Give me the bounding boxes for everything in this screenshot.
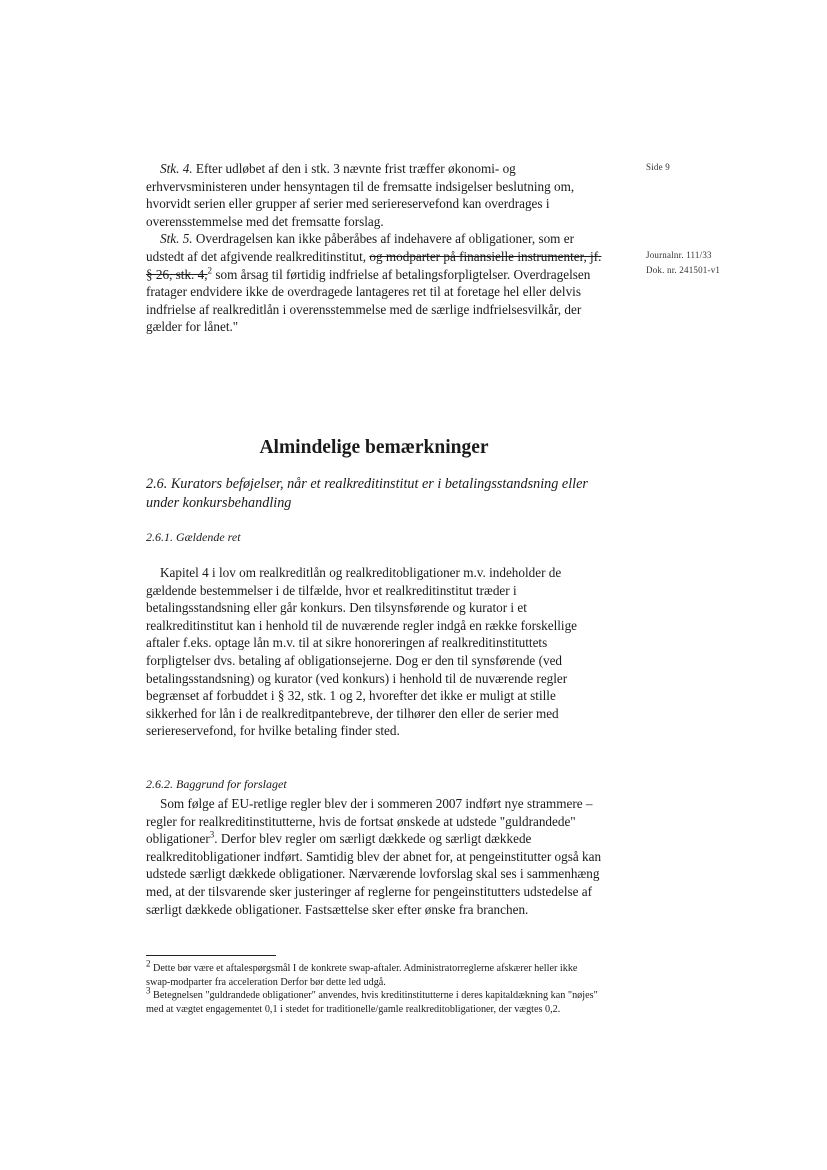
footnote-2-text: Dette bør være et aftalespørgsmål I de konkrete swap-aftaler. Administratorreglerne afskærer heller ikke swap-modparter fra acceleration Derfor bør dette led udgå. bbox=[146, 963, 578, 988]
footnote-ref-2: 2 bbox=[207, 265, 213, 276]
journal-number: Journalnr. 111/33 bbox=[646, 250, 712, 260]
stk-4-label: Stk. 4. bbox=[160, 161, 193, 176]
page-number: Side 9 bbox=[646, 162, 670, 172]
baggrund-text-a: Som følge af EU-retlige regler blev der i sommeren 2007 indført nye strammere – regler for realkreditinstitutterne, hvis de fortsat ønskede at udstede "guldrandede" obligationer bbox=[146, 796, 593, 847]
gaeldende-ret-text bbox=[146, 564, 602, 740]
footnote-3-text: Betegnelsen "guldrandede obligationer" anvendes, hvis kreditinstitutterne i deres kapitaldækning kan "nøjes" med at vægtet engagementet 0,1 i stedet for traditionelle/gamle realkreditobligationer, der vægtes 0,2. bbox=[146, 990, 598, 1015]
quoted-provision bbox=[146, 160, 602, 336]
stk-4-paragraph bbox=[146, 160, 602, 230]
gaeldende-ret-paragraph: Kapitel 4 i lov om realkreditlån og realkreditobligationer m.v. indeholder de gældende bestemmelser i de tilfælde, hvor et realkreditinstitut træder i betalingsstandsning eller går konkurs. Den tilsynsførende og kurator i et realkreditinstitut kan i henhold til de nuværende regler indgå en række forskellige aftaler f.eks. optage lån m.v. til at sikre honoreringen af realkreditinstituttets forpligtelser dvs. betaling af obligationsejerne. Dog er den til synsførende (ved betalingsstandsning) og kurator (ved konkurs) i henhold til de nuværende regler begrænset af forbuddet i § 32, stk. 1 og 2, hvorefter det ikke er muligt at stille sikkerhed for lån i de realkreditpantebreve, der tilhører den eller de serier med seriereservefond, for hvilke betaling finder sted. bbox=[146, 565, 578, 739]
footnote-3-number: 3 bbox=[146, 985, 151, 996]
footnote-3 bbox=[146, 985, 602, 1016]
heading-2-6-1: 2.6.1. Gældende ret bbox=[146, 530, 241, 544]
footnotes bbox=[146, 958, 602, 1016]
document-number: Dok. nr. 241501-v1 bbox=[646, 265, 721, 275]
stk-5-label: Stk. 5. bbox=[160, 231, 193, 247]
subsection-heading: 2.6. Kurators beføjelser, når et realkreditinstitut er i betalingsstandsning eller under konkursbehandling bbox=[146, 476, 588, 511]
heading-2-6-2: 2.6.2. Baggrund for forslaget bbox=[146, 777, 287, 791]
footnote-divider bbox=[146, 955, 276, 956]
stk-5-text-b: som årsag til førtidig indfrielse af betalingsforpligtelser. Overdragelsen fratager endvidere ikke de overdragede lantageres ret til at foretage hel eller delvis indfrielse af realkreditlån i overensstemmelse med de særlige indfrielsesvilkår, der gælder for lånet." bbox=[146, 266, 591, 335]
baggrund-text bbox=[146, 795, 602, 918]
stk-4-text: Efter udløbet af den i stk. 3 nævnte frist træffer økonomi- og erhvervsministeren under hensyntagen til de fremsatte indsigelser beslutning om, hvorvidt serien eller grupper af serier med seriereservefond kan overdrages i overensstemmelse med det fremsatte forslag. bbox=[146, 161, 575, 229]
footnote-ref-3: 3 bbox=[209, 829, 215, 840]
baggrund-paragraph bbox=[146, 795, 602, 918]
stk-5-text-a: Overdragelsen kan ikke påberåbes af indehavere af obligationer, som er udstedt af det afgivende realkreditinstitut, bbox=[146, 231, 574, 264]
struck-text: og modparter på finansielle instrumenter, jf. § 26, stk. 4, bbox=[146, 248, 602, 282]
footnote-2-number: 2 bbox=[146, 958, 151, 969]
section-title: Almindelige bemærkninger bbox=[259, 437, 489, 458]
footnote-2 bbox=[146, 958, 602, 989]
stk-5-paragraph bbox=[146, 230, 602, 336]
baggrund-text-b: . Derfor blev regler om særligt dækkede og særligt dækkede realkreditobligationer indført. Samtidig blev der abnet for, at pengeinstitutter også kan udstede særligt dækkede obligationer. Nærværende lovforslag skal ses i sammenhæng med, at der tilsvarende sker justeringer af reglerne for pengeinstitutters udstedelse af særligt dækkede obligationer. Fastsættelse sker efter ønske fra branchen. bbox=[146, 831, 602, 917]
